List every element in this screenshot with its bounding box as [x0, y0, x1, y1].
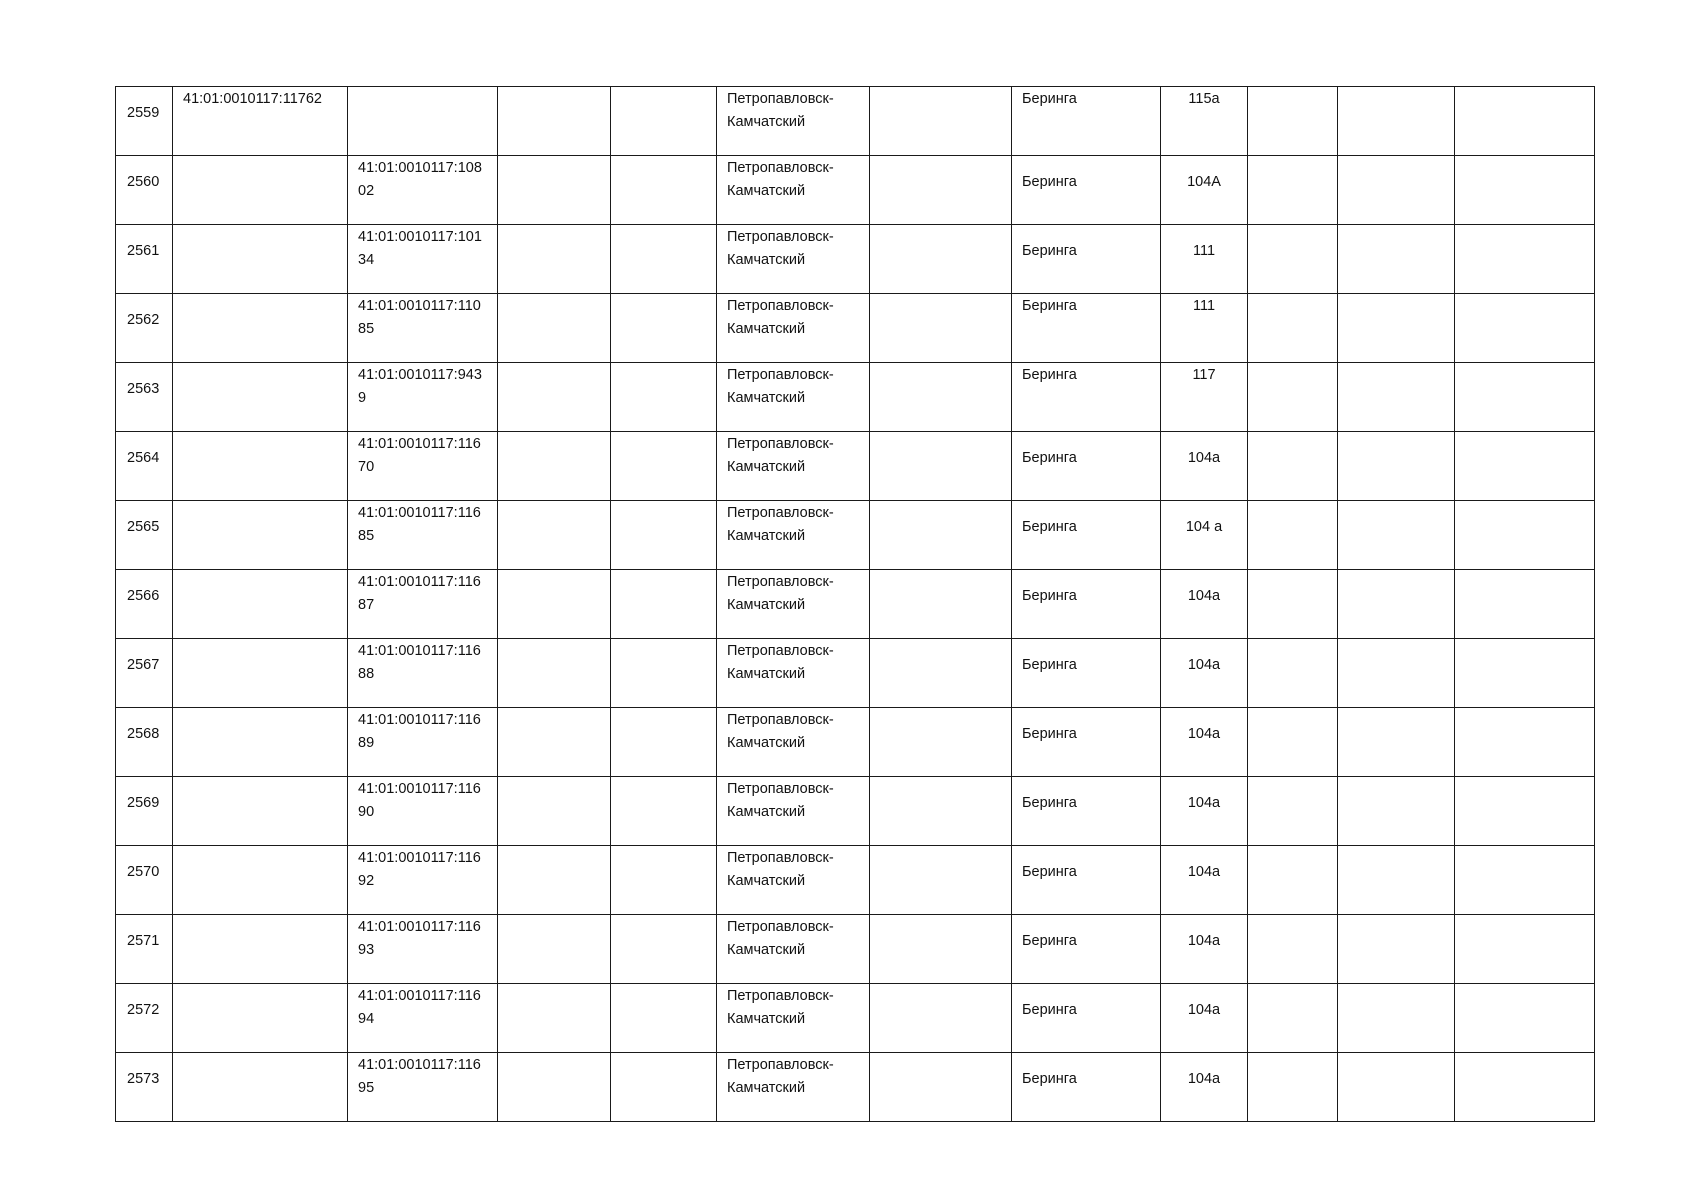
building-cadastral-number-cell-text: 41:01:0010117:9439 [358, 367, 482, 406]
empty-cell [1338, 708, 1455, 777]
building-cadastral-number-cell [348, 708, 498, 777]
street-cell-text: Беринга [1022, 1070, 1077, 1087]
empty-cell [611, 501, 717, 570]
house-number-cell [1161, 1053, 1248, 1122]
street-cell-text: Беринга [1022, 242, 1077, 259]
empty-cell [1248, 915, 1338, 984]
street-cell [1012, 846, 1161, 915]
city-cell-text: Петропавловск-Камчатский [727, 91, 834, 130]
empty-cell [1338, 846, 1455, 915]
empty-cell [870, 225, 1012, 294]
street-cell-text: Беринга [1022, 173, 1077, 190]
cadastral-number-cell [173, 294, 348, 363]
city-cell-text: Петропавловск-Камчатский [727, 367, 834, 406]
city-cell [717, 1053, 870, 1122]
empty-cell [611, 915, 717, 984]
table-row [116, 363, 1595, 432]
house-number-cell-text: 117 [1192, 367, 1216, 383]
house-number-cell-text: 104а [1187, 794, 1221, 811]
empty-cell [870, 984, 1012, 1053]
cadastral-number-cell [173, 570, 348, 639]
empty-cell [498, 225, 611, 294]
building-cadastral-number-cell-text: 41:01:0010117:11670 [358, 436, 481, 475]
table-row [116, 915, 1595, 984]
house-number-cell [1161, 225, 1248, 294]
empty-cell [1455, 570, 1595, 639]
empty-cell [1338, 363, 1455, 432]
city-cell [717, 363, 870, 432]
street-cell-text: Беринга [1022, 91, 1077, 107]
cadastral-number-cell [173, 777, 348, 846]
cadastral-number-cell [173, 639, 348, 708]
empty-cell [498, 432, 611, 501]
house-number-cell-text: 104а [1187, 449, 1221, 466]
row-number-cell-text: 2568 [127, 725, 160, 742]
building-cadastral-number-cell [348, 1053, 498, 1122]
street-cell [1012, 363, 1161, 432]
cadastral-number-cell [173, 708, 348, 777]
table-row [116, 846, 1595, 915]
row-number-cell-text: 2561 [127, 242, 160, 259]
row-number-cell-text: 2573 [127, 1070, 160, 1087]
street-cell-text: Беринга [1022, 449, 1077, 466]
empty-cell [1248, 777, 1338, 846]
house-number-cell [1161, 915, 1248, 984]
empty-cell [1455, 363, 1595, 432]
empty-cell [611, 156, 717, 225]
building-cadastral-number-cell [348, 363, 498, 432]
row-number-cell-text: 2564 [127, 449, 160, 466]
street-cell [1012, 225, 1161, 294]
cadastral-number-cell [173, 846, 348, 915]
building-cadastral-number-cell-text: 41:01:0010117:11689 [358, 712, 481, 751]
empty-cell [1455, 225, 1595, 294]
building-cadastral-number-cell-text: 41:01:0010117:11693 [358, 919, 481, 958]
row-number-cell-text: 2570 [127, 863, 160, 880]
empty-cell [1248, 225, 1338, 294]
city-cell-text: Петропавловск-Камчатский [727, 1057, 834, 1096]
empty-cell [1338, 1053, 1455, 1122]
house-number-cell-text: 104а [1187, 1001, 1221, 1018]
registry-table [115, 86, 1595, 1122]
empty-cell [611, 432, 717, 501]
empty-cell [870, 432, 1012, 501]
empty-cell [1248, 156, 1338, 225]
row-number-cell-text: 2566 [127, 587, 160, 604]
row-number-cell [116, 87, 173, 156]
city-cell-text: Петропавловск-Камчатский [727, 643, 834, 682]
empty-cell [1248, 501, 1338, 570]
street-cell [1012, 87, 1161, 156]
empty-cell [1338, 915, 1455, 984]
city-cell [717, 777, 870, 846]
empty-cell [1248, 984, 1338, 1053]
empty-cell [498, 984, 611, 1053]
row-number-cell [116, 363, 173, 432]
empty-cell [870, 156, 1012, 225]
empty-cell [1338, 777, 1455, 846]
cadastral-number-cell [173, 501, 348, 570]
empty-cell [1338, 639, 1455, 708]
empty-cell [611, 225, 717, 294]
city-cell-text: Петропавловск-Камчатский [727, 712, 834, 751]
city-cell-text: Петропавловск-Камчатский [727, 781, 834, 820]
building-cadastral-number-cell [348, 915, 498, 984]
building-cadastral-number-cell [348, 156, 498, 225]
street-cell-text: Беринга [1022, 932, 1077, 949]
table-row [116, 294, 1595, 363]
table-row [116, 984, 1595, 1053]
empty-cell [611, 363, 717, 432]
house-number-cell-text: 104а [1187, 725, 1221, 742]
house-number-cell [1161, 294, 1248, 363]
building-cadastral-number-cell [348, 846, 498, 915]
empty-cell [1455, 984, 1595, 1053]
cadastral-number-cell [173, 225, 348, 294]
empty-cell [1455, 708, 1595, 777]
building-cadastral-number-cell [348, 639, 498, 708]
building-cadastral-number-cell-text: 41:01:0010117:11688 [358, 643, 481, 682]
row-number-cell [116, 639, 173, 708]
empty-cell [1248, 294, 1338, 363]
table-row [116, 708, 1595, 777]
table-row [116, 777, 1595, 846]
empty-cell [870, 846, 1012, 915]
city-cell [717, 87, 870, 156]
house-number-cell-text: 104а [1187, 587, 1221, 604]
empty-cell [1455, 777, 1595, 846]
row-number-cell [116, 1053, 173, 1122]
empty-cell [1338, 984, 1455, 1053]
table-row [116, 432, 1595, 501]
city-cell [717, 984, 870, 1053]
cadastral-number-cell [173, 156, 348, 225]
empty-cell [1248, 639, 1338, 708]
street-cell-text: Беринга [1022, 518, 1077, 535]
empty-cell [611, 294, 717, 363]
city-cell-text: Петропавловск-Камчатский [727, 298, 834, 337]
city-cell-text: Петропавловск-Камчатский [727, 436, 834, 475]
empty-cell [498, 1053, 611, 1122]
cadastral-number-cell [173, 363, 348, 432]
house-number-cell-text: 111 [1192, 242, 1216, 259]
row-number-cell [116, 501, 173, 570]
row-number-cell-text: 2560 [127, 173, 160, 190]
city-cell [717, 432, 870, 501]
house-number-cell-text: 111 [1192, 298, 1216, 314]
street-cell [1012, 984, 1161, 1053]
table-row [116, 156, 1595, 225]
street-cell-text: Беринга [1022, 725, 1077, 742]
row-number-cell [116, 294, 173, 363]
house-number-cell [1161, 363, 1248, 432]
empty-cell [498, 294, 611, 363]
row-number-cell-text: 2569 [127, 794, 160, 811]
empty-cell [1455, 1053, 1595, 1122]
row-number-cell [116, 570, 173, 639]
house-number-cell-text: 104а [1187, 863, 1221, 880]
empty-cell [611, 639, 717, 708]
empty-cell [498, 156, 611, 225]
empty-cell [498, 87, 611, 156]
table-row [116, 1053, 1595, 1122]
street-cell [1012, 777, 1161, 846]
row-number-cell-text: 2567 [127, 656, 160, 673]
table-body [116, 87, 1595, 1122]
row-number-cell-text: 2571 [127, 932, 160, 949]
house-number-cell [1161, 570, 1248, 639]
table-row [116, 639, 1595, 708]
street-cell [1012, 294, 1161, 363]
empty-cell [1455, 846, 1595, 915]
city-cell [717, 156, 870, 225]
empty-cell [1338, 87, 1455, 156]
empty-cell [611, 846, 717, 915]
empty-cell [1248, 363, 1338, 432]
empty-cell [498, 639, 611, 708]
empty-cell [1455, 639, 1595, 708]
street-cell [1012, 708, 1161, 777]
empty-cell [1338, 432, 1455, 501]
city-cell-text: Петропавловск-Камчатский [727, 505, 834, 544]
empty-cell [1338, 501, 1455, 570]
empty-cell [611, 777, 717, 846]
empty-cell [611, 570, 717, 639]
building-cadastral-number-cell [348, 501, 498, 570]
city-cell-text: Петропавловск-Камчатский [727, 229, 834, 268]
house-number-cell-text: 104А [1187, 173, 1221, 190]
row-number-cell [116, 156, 173, 225]
building-cadastral-number-cell-text: 41:01:0010117:11685 [358, 505, 481, 544]
empty-cell [611, 708, 717, 777]
row-number-cell [116, 708, 173, 777]
street-cell-text: Беринга [1022, 863, 1077, 880]
house-number-cell-text: 115а [1188, 91, 1220, 107]
street-cell-text: Беринга [1022, 656, 1077, 673]
empty-cell [870, 708, 1012, 777]
empty-cell [498, 570, 611, 639]
city-cell-text: Петропавловск-Камчатский [727, 160, 834, 199]
table-row [116, 570, 1595, 639]
empty-cell [1338, 570, 1455, 639]
city-cell-text: Петропавловск-Камчатский [727, 574, 834, 613]
row-number-cell-text: 2572 [127, 1001, 160, 1018]
empty-cell [870, 294, 1012, 363]
empty-cell [498, 777, 611, 846]
empty-cell [870, 1053, 1012, 1122]
empty-cell [870, 777, 1012, 846]
empty-cell [498, 915, 611, 984]
city-cell [717, 294, 870, 363]
empty-cell [1455, 915, 1595, 984]
house-number-cell [1161, 639, 1248, 708]
table-row [116, 501, 1595, 570]
house-number-cell [1161, 87, 1248, 156]
house-number-cell [1161, 156, 1248, 225]
cadastral-number-cell [173, 87, 348, 156]
house-number-cell [1161, 708, 1248, 777]
house-number-cell [1161, 432, 1248, 501]
empty-cell [611, 1053, 717, 1122]
street-cell-text: Беринга [1022, 1001, 1077, 1018]
house-number-cell-text: 104а [1187, 932, 1221, 949]
building-cadastral-number-cell [348, 87, 498, 156]
building-cadastral-number-cell [348, 984, 498, 1053]
street-cell [1012, 570, 1161, 639]
row-number-cell [116, 432, 173, 501]
row-number-cell-text: 2563 [127, 380, 160, 397]
city-cell-text: Петропавловск-Камчатский [727, 919, 834, 958]
empty-cell [1455, 501, 1595, 570]
empty-cell [870, 501, 1012, 570]
empty-cell [498, 501, 611, 570]
row-number-cell [116, 915, 173, 984]
street-cell-text: Беринга [1022, 298, 1077, 314]
street-cell [1012, 915, 1161, 984]
empty-cell [1248, 87, 1338, 156]
empty-cell [1455, 87, 1595, 156]
street-cell-text: Беринга [1022, 794, 1077, 811]
building-cadastral-number-cell [348, 225, 498, 294]
building-cadastral-number-cell [348, 777, 498, 846]
building-cadastral-number-cell-text: 41:01:0010117:11692 [358, 850, 481, 889]
empty-cell [1338, 225, 1455, 294]
empty-cell [498, 846, 611, 915]
empty-cell [1455, 432, 1595, 501]
building-cadastral-number-cell-text: 41:01:0010117:11695 [358, 1057, 481, 1096]
city-cell-text: Петропавловск-Камчатский [727, 850, 834, 889]
street-cell [1012, 432, 1161, 501]
city-cell [717, 915, 870, 984]
house-number-cell-text: 104 а [1185, 518, 1223, 535]
building-cadastral-number-cell-text: 41:01:0010117:11687 [358, 574, 481, 613]
building-cadastral-number-cell-text: 41:01:0010117:10802 [358, 160, 482, 199]
cadastral-number-cell [173, 1053, 348, 1122]
building-cadastral-number-cell-text: 41:01:0010117:10134 [358, 229, 482, 268]
city-cell [717, 639, 870, 708]
street-cell [1012, 1053, 1161, 1122]
house-number-cell [1161, 777, 1248, 846]
street-cell [1012, 639, 1161, 708]
table-row [116, 225, 1595, 294]
empty-cell [1338, 294, 1455, 363]
empty-cell [1455, 156, 1595, 225]
empty-cell [870, 915, 1012, 984]
empty-cell [870, 639, 1012, 708]
cadastral-number-cell [173, 432, 348, 501]
street-cell-text: Беринга [1022, 367, 1077, 383]
street-cell [1012, 156, 1161, 225]
row-number-cell-text: 2559 [127, 104, 160, 121]
empty-cell [870, 363, 1012, 432]
empty-cell [1248, 1053, 1338, 1122]
row-number-cell [116, 846, 173, 915]
cadastral-number-cell-text: 41:01:0010117:11762 [183, 91, 322, 107]
building-cadastral-number-cell-text: 41:01:0010117:11694 [358, 988, 481, 1027]
building-cadastral-number-cell-text: 41:01:0010117:11690 [358, 781, 481, 820]
city-cell-text: Петропавловск-Камчатский [727, 988, 834, 1027]
house-number-cell [1161, 501, 1248, 570]
row-number-cell [116, 984, 173, 1053]
row-number-cell [116, 777, 173, 846]
street-cell [1012, 501, 1161, 570]
empty-cell [1248, 846, 1338, 915]
empty-cell [1338, 156, 1455, 225]
building-cadastral-number-cell-text: 41:01:0010117:11085 [358, 298, 481, 337]
city-cell [717, 708, 870, 777]
city-cell [717, 225, 870, 294]
empty-cell [1248, 708, 1338, 777]
empty-cell [1248, 570, 1338, 639]
empty-cell [611, 984, 717, 1053]
row-number-cell-text: 2565 [127, 518, 160, 535]
cadastral-number-cell [173, 915, 348, 984]
building-cadastral-number-cell [348, 432, 498, 501]
empty-cell [1455, 294, 1595, 363]
building-cadastral-number-cell [348, 294, 498, 363]
street-cell-text: Беринга [1022, 587, 1077, 604]
cadastral-number-cell [173, 984, 348, 1053]
empty-cell [611, 87, 717, 156]
city-cell [717, 846, 870, 915]
house-number-cell [1161, 984, 1248, 1053]
house-number-cell [1161, 846, 1248, 915]
table-row [116, 87, 1595, 156]
empty-cell [498, 708, 611, 777]
empty-cell [870, 87, 1012, 156]
city-cell [717, 570, 870, 639]
row-number-cell-text: 2562 [127, 311, 160, 328]
empty-cell [870, 570, 1012, 639]
house-number-cell-text: 104а [1187, 656, 1221, 673]
empty-cell [1248, 432, 1338, 501]
empty-cell [498, 363, 611, 432]
city-cell [717, 501, 870, 570]
house-number-cell-text: 104а [1187, 1070, 1221, 1087]
building-cadastral-number-cell [348, 570, 498, 639]
row-number-cell [116, 225, 173, 294]
